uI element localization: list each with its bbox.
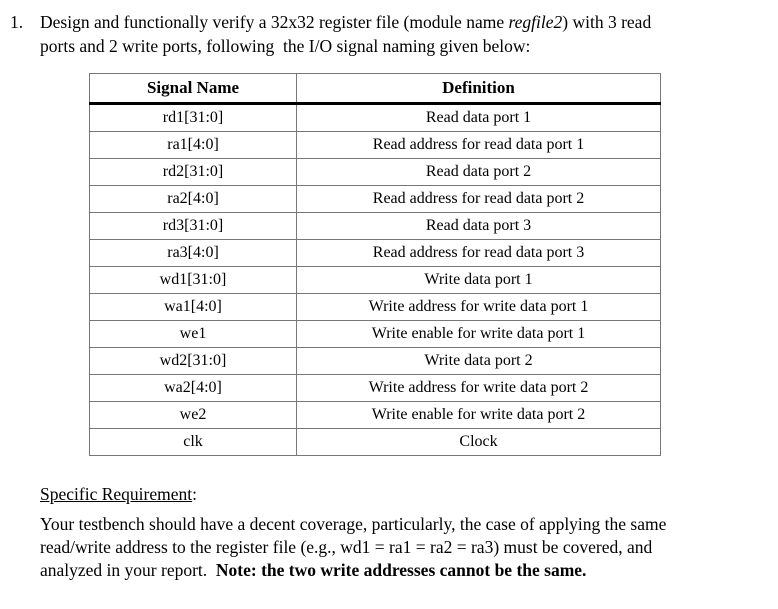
signal-cell: rd2[31:0] [90, 159, 297, 186]
signal-cell: wd1[31:0] [90, 267, 297, 294]
question-line2: ports and 2 write ports, following the I/O signal naming given below: [40, 36, 531, 56]
signal-cell: clk [90, 429, 297, 456]
definition-cell: Read address for read data port 2 [297, 186, 661, 213]
signal-table [89, 73, 661, 456]
definition-cell: Clock [297, 429, 661, 456]
requirement-line3-text: analyzed in your report. [40, 560, 216, 580]
requirement-line2: read/write address to the register file (e.g., wd1 = ra1 = ra2 = ra3) must be covered, and [40, 537, 653, 557]
requirement-line1: Your testbench should have a decent coverage, particularly, the case of applying the same [40, 514, 667, 534]
header-definition: Definition [297, 74, 661, 104]
table-row [90, 321, 661, 348]
table-row [90, 159, 661, 186]
question-item [10, 10, 755, 58]
item-number: 1. [10, 12, 24, 32]
definition-cell: Read address for read data port 1 [297, 132, 661, 159]
table-row [90, 294, 661, 321]
table-row [90, 240, 661, 267]
definition-cell: Write data port 2 [297, 348, 661, 375]
signal-cell: rd1[31:0] [90, 104, 297, 132]
module-name: regfile2 [508, 12, 563, 32]
requirement-heading-line [40, 483, 760, 506]
table-row [90, 104, 661, 132]
table-row [90, 348, 661, 375]
table-row [90, 213, 661, 240]
requirement-heading-colon: : [192, 484, 197, 504]
requirement-line3 [40, 559, 760, 582]
table-row [90, 186, 661, 213]
definition-cell: Write data port 1 [297, 267, 661, 294]
definition-cell: Write address for write data port 1 [297, 294, 661, 321]
header-signal-name: Signal Name [90, 74, 297, 104]
signal-cell: wa1[4:0] [90, 294, 297, 321]
question-line1-a: Design and functionally verify a 32x32 register file (module name [40, 12, 509, 32]
definition-cell: Write enable for write data port 1 [297, 321, 661, 348]
signal-cell: we2 [90, 402, 297, 429]
signal-cell: ra1[4:0] [90, 132, 297, 159]
table-row [90, 132, 661, 159]
requirement-note: Note: the two write addresses cannot be the same. [215, 560, 587, 580]
question-text [40, 10, 755, 58]
definition-cell: Write enable for write data port 2 [297, 402, 661, 429]
signal-cell: we1 [90, 321, 297, 348]
table-row [90, 267, 661, 294]
signal-cell: rd3[31:0] [90, 213, 297, 240]
signal-cell: ra3[4:0] [90, 240, 297, 267]
definition-cell: Read data port 3 [297, 213, 661, 240]
definition-cell: Read data port 2 [297, 159, 661, 186]
specific-requirement [40, 483, 760, 582]
table-row [90, 402, 661, 429]
table-header-row [90, 74, 661, 104]
question-line1-b: ) with 3 read [562, 12, 652, 32]
definition-cell: Read data port 1 [297, 104, 661, 132]
definition-cell: Write address for write data port 2 [297, 375, 661, 402]
requirement-heading: Specific Requirement [40, 484, 193, 504]
signal-cell: ra2[4:0] [90, 186, 297, 213]
table-row [90, 375, 661, 402]
signal-cell: wd2[31:0] [90, 348, 297, 375]
signal-cell: wa2[4:0] [90, 375, 297, 402]
table-row [90, 429, 661, 456]
definition-cell: Read address for read data port 3 [297, 240, 661, 267]
